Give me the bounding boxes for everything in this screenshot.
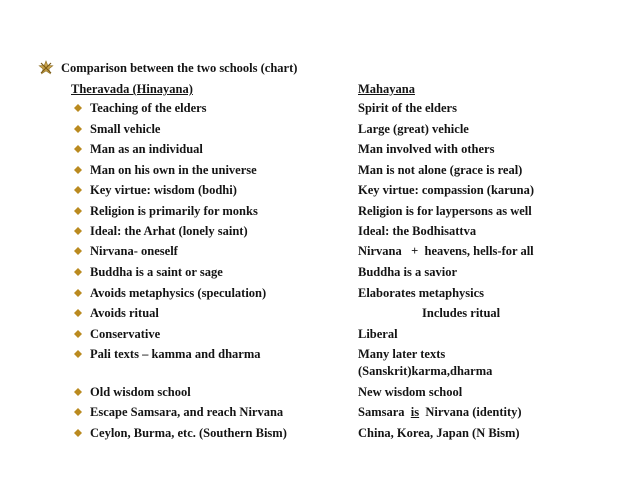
mahayana-cell: China, Korea, Japan (N Bism) — [358, 426, 520, 440]
table-row — [0, 326, 638, 342]
table-row — [0, 285, 638, 301]
table-row — [0, 121, 638, 137]
theravada-cell: Old wisdom school — [90, 385, 191, 399]
theravada-cell: Nirvana- oneself — [90, 244, 178, 258]
mahayana-cell: Man is not alone (grace is real) — [358, 163, 523, 177]
theravada-cell: Small vehicle — [90, 122, 161, 136]
table-row — [0, 100, 638, 116]
mahayana-text-part: Samsara — [358, 405, 405, 419]
diamond-bullet-icon — [74, 309, 82, 317]
theravada-cell: Man as an individual — [90, 142, 203, 156]
mahayana-cell: Man involved with others — [358, 142, 495, 156]
theravada-cell: Escape Samsara, and reach Nirvana — [90, 405, 284, 419]
diamond-bullet-icon — [74, 186, 82, 194]
mahayana-cell: Buddha is a savior — [358, 265, 457, 279]
diamond-bullet-icon — [74, 350, 82, 358]
mahayana-cell: Large (great) vehicle — [358, 122, 469, 136]
diamond-bullet-icon — [74, 247, 82, 255]
mahayana-text-part: Nirvana (identity) — [425, 405, 522, 419]
mahayana-emphasis: is — [410, 405, 420, 419]
theravada-cell: Ideal: the Arhat (lonely saint) — [90, 224, 248, 238]
theravada-cell: Avoids metaphysics (speculation) — [90, 286, 267, 300]
diamond-bullet-icon — [74, 289, 82, 297]
table-row — [0, 425, 638, 441]
table-row — [0, 223, 638, 239]
theravada-cell: Avoids ritual — [90, 306, 159, 320]
diamond-bullet-icon — [74, 429, 82, 437]
table-row — [0, 404, 638, 420]
table-row — [0, 203, 638, 219]
column-header-theravada: Theravada (Hinayana) — [71, 82, 193, 96]
table-row — [0, 384, 638, 400]
column-header-mahayana: Mahayana — [358, 82, 415, 96]
theravada-cell: Buddha is a saint or sage — [90, 265, 223, 279]
diamond-bullet-icon — [74, 388, 82, 396]
mahayana-cell: Ideal: the Bodhisattva — [358, 224, 477, 238]
theravada-cell: Man on his own in the universe — [90, 163, 257, 177]
mahayana-cell: Nirvana + heavens, hells-for all — [358, 244, 534, 258]
theravada-cell: Ceylon, Burma, etc. (Southern Bism) — [90, 426, 287, 440]
table-row — [0, 243, 638, 259]
mahayana-cell: Spirit of the elders — [358, 101, 457, 115]
diamond-bullet-icon — [74, 104, 82, 112]
mahayana-cell: New wisdom school — [358, 385, 463, 399]
mahayana-cell: Includes ritual — [422, 306, 501, 320]
star-bullet-icon — [38, 60, 54, 76]
theravada-cell: Religion is primarily for monks — [90, 204, 258, 218]
table-row — [0, 346, 638, 378]
diamond-bullet-icon — [74, 125, 82, 133]
table-row — [0, 305, 638, 321]
table-row — [0, 182, 638, 198]
diamond-bullet-icon — [74, 268, 82, 276]
diamond-bullet-icon — [74, 408, 82, 416]
diamond-bullet-icon — [74, 166, 82, 174]
theravada-cell: Pali texts – kamma and dharma — [90, 347, 261, 361]
diamond-bullet-icon — [74, 207, 82, 215]
theravada-cell: Conservative — [90, 327, 161, 341]
theravada-cell: Key virtue: wisdom (bodhi) — [90, 183, 237, 197]
mahayana-cell: Many later texts (Sanskrit)karma,dharma — [358, 347, 493, 378]
mahayana-cell: Elaborates metaphysics — [358, 286, 485, 300]
mahayana-cell — [358, 404, 522, 420]
table-row — [0, 162, 638, 178]
theravada-cell: Teaching of the elders — [90, 101, 207, 115]
diamond-bullet-icon — [74, 227, 82, 235]
table-row — [0, 141, 638, 157]
mahayana-cell: Liberal — [358, 327, 398, 341]
slide-title: Comparison between the two schools (chart) — [61, 61, 298, 75]
diamond-bullet-icon — [74, 145, 82, 153]
diamond-bullet-icon — [74, 330, 82, 338]
mahayana-cell: Key virtue: compassion (karuna) — [358, 183, 535, 197]
mahayana-cell: Religion is for laypersons as well — [358, 204, 532, 218]
table-row — [0, 264, 638, 280]
